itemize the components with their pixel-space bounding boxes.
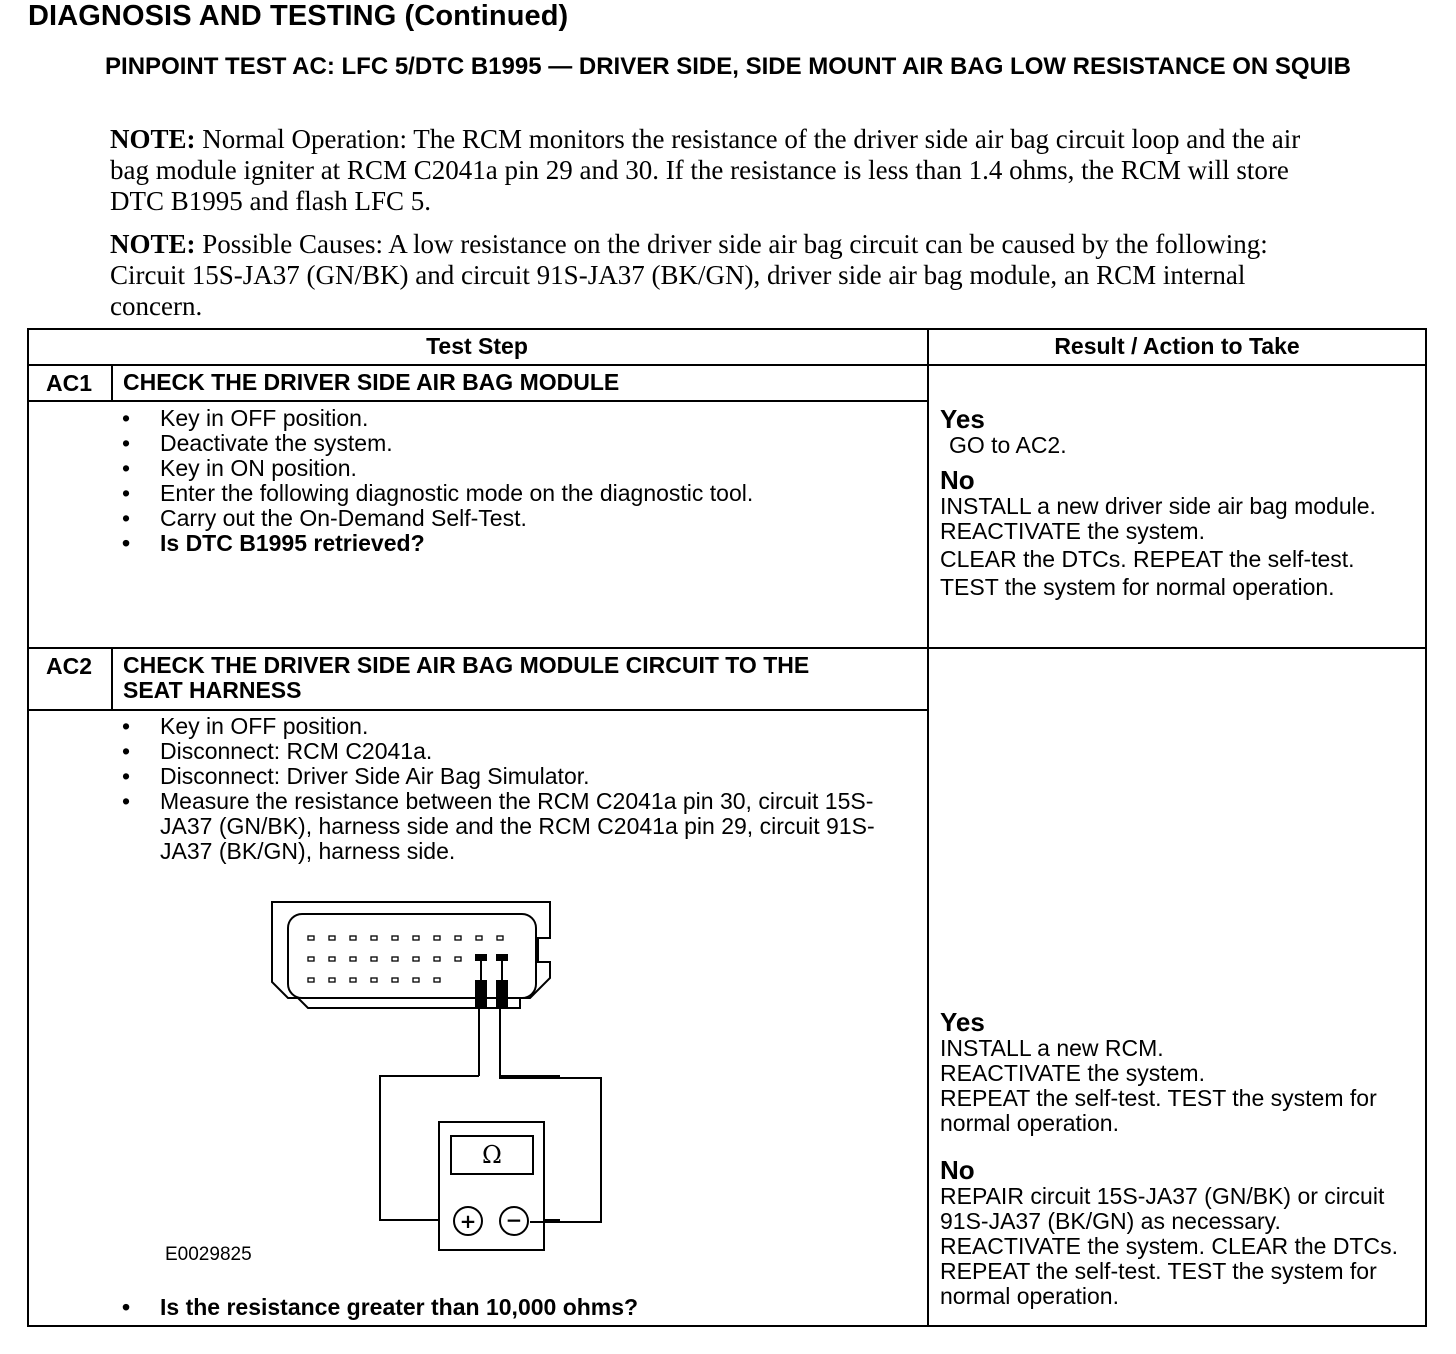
step-id-ac1: AC1 xyxy=(45,370,92,396)
list-item: • Disconnect: Driver Side Air Bag Simulator. xyxy=(122,764,912,789)
step-title-ac2 xyxy=(123,653,913,703)
ac1-step-list xyxy=(122,406,912,556)
ac2-results xyxy=(940,1008,1420,1309)
result-yes-action-2: REACTIVATE the system. xyxy=(940,1060,1205,1086)
figure-id: E0029825 xyxy=(165,1244,252,1265)
meter-lead-right xyxy=(488,1066,608,1226)
connector-pins xyxy=(308,936,503,1003)
note-text: Possible Causes: A low resistance on the driver side air bag circuit can be caused by the following: Circuit 15S-JA37 (GN/BK) and circuit 91S-JA37 (BK/GN), driver side air bag module, an RCM internal concern. xyxy=(110,229,1268,321)
ac1-question: • Is DTC B1995 retrieved? xyxy=(122,531,912,556)
meter-probes xyxy=(475,954,508,1076)
result-no-action: REPAIR circuit 15S-JA37 (GN/BK) or circuit 91S-JA37 (BK/GN) as necessary. REACTIVATE the system. CLEAR the DTCs. REPEAT the self-test. TEST the system for normal operation. xyxy=(940,1183,1398,1309)
result-no-label: No xyxy=(940,465,975,495)
result-no-action: INSTALL a new driver side air bag module. REACTIVATE the system. xyxy=(940,493,1376,544)
step-title-line: SEAT HARNESS xyxy=(123,677,302,703)
list-item: • Enter the following diagnostic mode on the diagnostic tool. xyxy=(122,481,912,506)
list-item: • Carry out the On-Demand Self-Test. xyxy=(122,506,912,531)
ac2-title-divider xyxy=(29,709,927,711)
pinpoint-test-title: PINPOINT TEST AC: LFC 5/DTC B1995 — DRIVER SIDE, SIDE MOUNT AIR BAG LOW RESISTANCE ON SQUIB xyxy=(105,53,1351,80)
list-item: • Key in ON position. xyxy=(122,456,912,481)
result-yes-label: Yes xyxy=(940,404,985,434)
list-item: • Key in OFF position. xyxy=(122,714,912,739)
ac2-question-list xyxy=(122,1295,912,1320)
column-divider xyxy=(927,330,929,1325)
plus-terminal: + xyxy=(459,1209,477,1233)
note-label: NOTE: xyxy=(110,124,196,154)
list-item: • Key in OFF position. xyxy=(122,406,912,431)
connector-shell xyxy=(272,902,550,1008)
list-item: • Deactivate the system. xyxy=(122,431,912,456)
ac2-step-list xyxy=(122,714,912,864)
note-possible-causes xyxy=(110,229,1310,322)
note-normal-operation xyxy=(110,124,1310,217)
ac1-id-divider xyxy=(111,364,113,400)
result-yes-action-3: REPEAT the self-test. TEST the system for normal operation. xyxy=(940,1085,1377,1136)
ac1-results xyxy=(940,405,1415,600)
note-text: Normal Operation: The RCM monitors the resistance of the driver side air bag circuit loop and the air bag module igniter at RCM C2041a pin 29 and 30. If the resistance is less than 1.4 ohms, the RCM will store DTC B1995 and flash LFC 5. xyxy=(110,124,1301,216)
result-no-action-3: TEST the system for normal operation. xyxy=(940,574,1335,600)
ac1-title-divider xyxy=(29,400,927,402)
note-label: NOTE: xyxy=(110,229,196,259)
result-no-label: No xyxy=(940,1155,975,1185)
list-item: • Measure the resistance between the RCM C2041a pin 30, circuit 15S-JA37 (GN/BK), harness side and the RCM C2041a pin 29, circuit 91S-JA37 (BK/GN), harness side. xyxy=(122,789,912,864)
header-result-action: Result / Action to Take xyxy=(1054,333,1300,359)
step-title-line: CHECK THE DRIVER SIDE AIR BAG MODULE CIRCUIT TO THE xyxy=(123,652,810,678)
list-item: • Disconnect: RCM C2041a. xyxy=(122,739,912,764)
result-no-action-2: CLEAR the DTCs. REPEAT the self-test. xyxy=(940,546,1355,572)
result-yes-label: Yes xyxy=(940,1007,985,1037)
step-divider xyxy=(29,647,1425,649)
header-divider xyxy=(29,364,1425,366)
ac2-id-divider xyxy=(111,647,113,710)
header-test-step: Test Step xyxy=(426,333,528,359)
ac2-question: • Is the resistance greater than 10,000 ohms? xyxy=(122,1295,912,1320)
result-yes-action-1: INSTALL a new RCM. xyxy=(940,1035,1164,1061)
step-title-ac1: CHECK THE DRIVER SIDE AIR BAG MODULE xyxy=(123,369,620,395)
step-id-ac2: AC2 xyxy=(45,653,92,679)
result-yes-action: GO to AC2. xyxy=(949,432,1067,458)
minus-terminal: − xyxy=(505,1208,523,1232)
ohm-symbol: Ω xyxy=(482,1141,502,1169)
page-title: DIAGNOSIS AND TESTING (Continued) xyxy=(28,0,569,32)
